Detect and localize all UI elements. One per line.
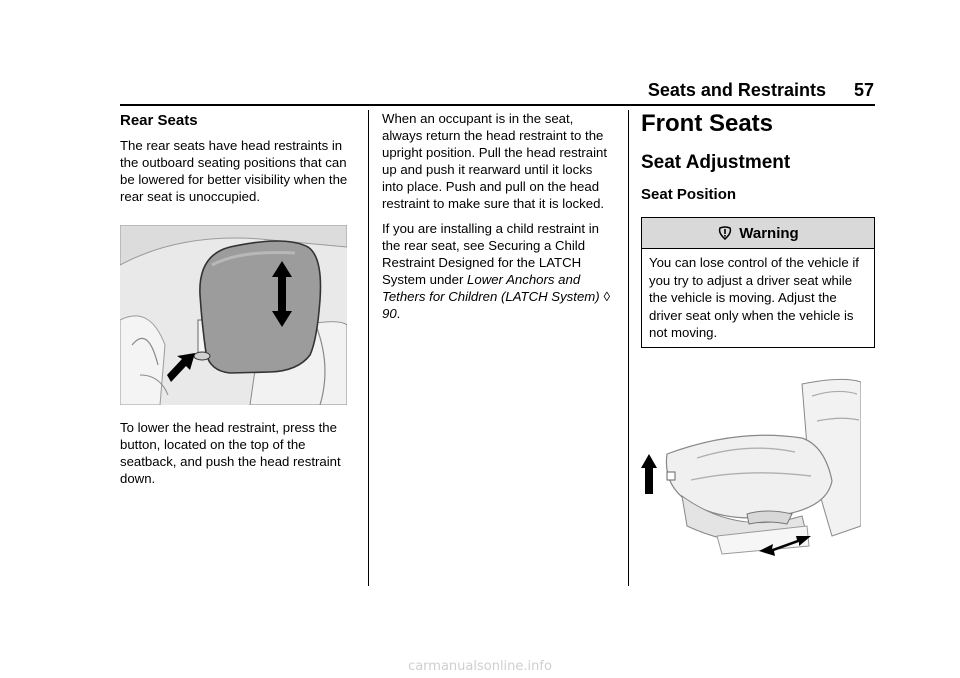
header-rule (120, 104, 875, 106)
warning-box (641, 217, 875, 348)
section-title: Seats and Restraints (647, 80, 826, 100)
paragraph: When an occupant is in the seat, always return the head restraint to the upright position. Pull the head restraint up and push it rearward until it locks into place. Push and pull on the head restraint to make sure that it is locked. (382, 111, 608, 211)
paragraph-latch (382, 220, 614, 322)
column-middle (382, 110, 614, 330)
head-restraint-illustration (120, 225, 347, 405)
column-left (120, 110, 352, 495)
heading-seat-adjustment: Seat Adjustment (641, 152, 791, 173)
warning-icon (717, 226, 733, 241)
paragraph: The rear seats have head restraints in the outboard seating positions that can be lowered for better visibility when the rear seat is unoccupied. (120, 138, 348, 204)
page-header (648, 80, 874, 101)
page-ref-number[interactable]: 90 (382, 306, 397, 321)
watermark: carmanualsonline.info (408, 659, 552, 674)
warning-header (642, 218, 874, 249)
column-right (641, 110, 875, 576)
heading-rear-seats: Rear Seats (120, 112, 198, 129)
warning-text: You can lose control of the vehicle if you try to adjust a driver seat while the vehicle is moving. Adjust the driver seat only when the vehicle is not moving. (649, 255, 859, 340)
paragraph: To lower the head restraint, press the button, located on the top of the seatback, and push the head restraint down. (120, 420, 341, 486)
page-number: 57 (853, 80, 874, 100)
heading-front-seats: Front Seats (641, 110, 774, 137)
sentence-end: . (396, 306, 401, 321)
warning-label: Warning (739, 224, 799, 242)
latch-link[interactable]: Lower Anchors and Tethers for Children (LATCH System) (382, 272, 600, 304)
paragraph-text: If you are installing a child restraint in the rear seat, see Securing a Child Restraint Designed for the LATCH System under (382, 221, 599, 287)
seat-position-illustration (627, 376, 861, 576)
column-divider (368, 110, 369, 586)
page-ref-symbol: ◊ (603, 289, 610, 304)
heading-seat-position: Seat Position (641, 186, 737, 203)
